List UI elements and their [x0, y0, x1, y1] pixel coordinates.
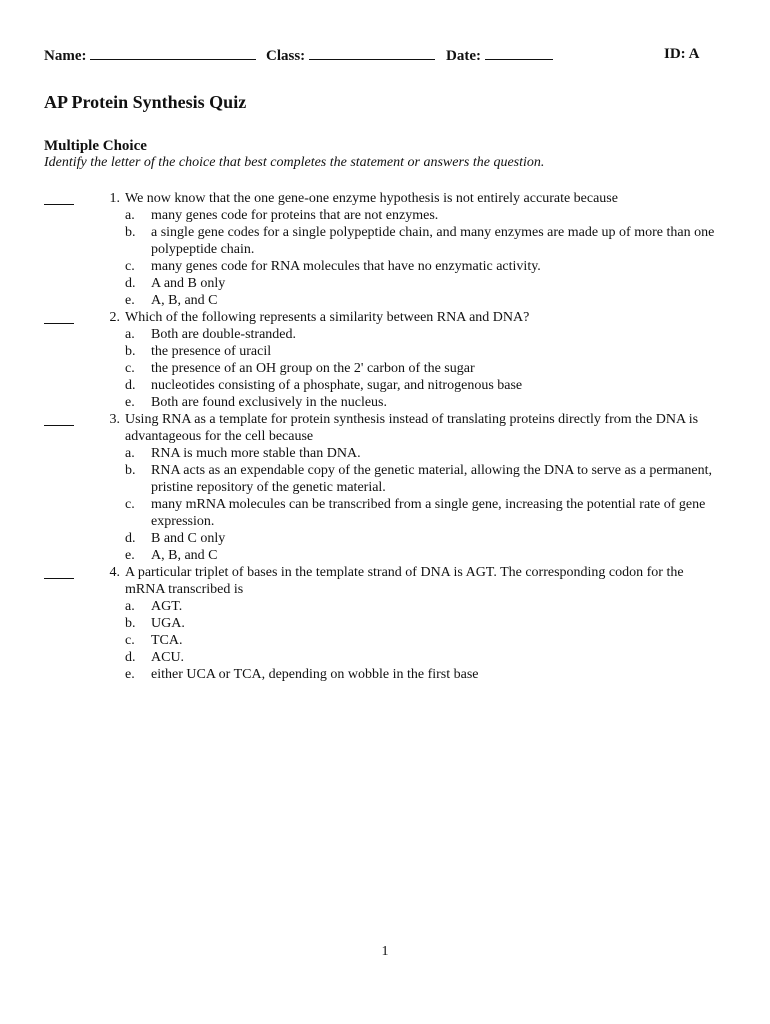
- choice-letter: b.: [125, 616, 136, 631]
- section-instructions: Identify the letter of the choice that best completes the statement or answers the question.: [44, 155, 545, 170]
- choice-text: Both are found exclusively in the nucleus.: [151, 395, 387, 410]
- answer-choice: [44, 377, 724, 394]
- choice-text: A and B only: [151, 276, 226, 291]
- question-1: [44, 190, 724, 309]
- choice-letter: b.: [125, 225, 136, 240]
- answer-choice: [44, 598, 724, 615]
- question-number: 1.: [109, 191, 120, 206]
- answer-choice: [44, 445, 724, 462]
- answer-choice: [44, 530, 724, 547]
- choice-letter: c.: [125, 633, 135, 648]
- answer-choice: [44, 649, 724, 666]
- class-label: Class:: [266, 48, 306, 64]
- answer-choice: [44, 275, 724, 292]
- choice-text: nucleotides consisting of a phosphate, sugar, and nitrogenous base: [151, 378, 523, 393]
- date-field: [446, 46, 553, 65]
- choice-letter: d.: [125, 531, 136, 546]
- quiz-title: AP Protein Synthesis Quiz: [44, 92, 247, 112]
- answer-choice: [44, 666, 724, 683]
- question-4: [44, 564, 724, 683]
- question-text: Which of the following represents a similarity between RNA and DNA?: [125, 310, 530, 325]
- name-label: Name:: [44, 48, 87, 64]
- section-title: Multiple Choice: [44, 138, 147, 154]
- answer-choice: [44, 343, 724, 360]
- choice-text: a single gene codes for a single polypeptide chain, and many enzymes are made up of more than one polypeptide chain.: [151, 225, 715, 257]
- question-text: Using RNA as a template for protein synthesis instead of translating proteins directly from the DNA is advantageous for the cell because: [125, 412, 699, 444]
- answer-choice: [44, 224, 724, 258]
- choice-text: RNA is much more stable than DNA.: [151, 446, 361, 461]
- choice-text: ACU.: [151, 650, 185, 665]
- choice-text: the presence of uracil: [151, 344, 272, 359]
- choice-text: RNA acts as an expendable copy of the genetic material, allowing the DNA to serve as a permanent, pristine repository of the genetic material.: [151, 463, 712, 495]
- question-stem: [44, 411, 724, 445]
- choice-text: many genes code for RNA molecules that have no enzymatic activity.: [151, 259, 541, 274]
- choice-text: either UCA or TCA, depending on wobble in the first base: [151, 667, 479, 682]
- choice-text: B and C only: [151, 531, 226, 546]
- question-text: A particular triplet of bases in the template strand of DNA is AGT. The corresponding codon for the mRNA transcribed is: [125, 565, 684, 597]
- choice-letter: e.: [125, 667, 135, 682]
- id-label: ID: A: [664, 46, 700, 62]
- answer-blank[interactable]: [44, 192, 74, 205]
- choice-letter: a.: [125, 446, 135, 461]
- choice-text: TCA.: [151, 633, 183, 648]
- question-list: [44, 190, 724, 683]
- date-label: Date:: [446, 48, 481, 64]
- answer-blank[interactable]: [44, 413, 74, 426]
- choice-text: the presence of an OH group on the 2' carbon of the sugar: [151, 361, 475, 376]
- question-stem: [44, 190, 724, 207]
- choice-text: AGT.: [151, 599, 183, 614]
- choice-letter: e.: [125, 395, 135, 410]
- question-stem: [44, 309, 724, 326]
- answer-choice: [44, 207, 724, 224]
- choice-letter: d.: [125, 650, 136, 665]
- choice-letter: d.: [125, 276, 136, 291]
- answer-choice: [44, 632, 724, 649]
- answer-choice: [44, 615, 724, 632]
- answer-choice: [44, 258, 724, 275]
- choice-text: A, B, and C: [151, 548, 218, 563]
- choice-letter: c.: [125, 259, 135, 274]
- choice-letter: c.: [125, 361, 135, 376]
- choice-text: UGA.: [151, 616, 185, 631]
- choice-letter: b.: [125, 463, 136, 478]
- answer-blank[interactable]: [44, 566, 74, 579]
- class-blank: [309, 46, 435, 60]
- choice-letter: a.: [125, 327, 135, 342]
- answer-blank[interactable]: [44, 311, 74, 324]
- question-number: 3.: [109, 412, 120, 427]
- choice-text: many genes code for proteins that are not enzymes.: [151, 208, 439, 223]
- answer-choice: [44, 547, 724, 564]
- page-number: 1: [381, 944, 389, 959]
- choice-text: Both are double-stranded.: [151, 327, 297, 342]
- student-info-header: [44, 46, 704, 66]
- choice-letter: d.: [125, 378, 136, 393]
- answer-choice: [44, 462, 724, 496]
- question-number: 4.: [109, 565, 120, 580]
- answer-choice: [44, 496, 724, 530]
- question-3: [44, 411, 724, 564]
- answer-choice: [44, 394, 724, 411]
- choice-text: many mRNA molecules can be transcribed from a single gene, increasing the potential rate of gene expression.: [151, 497, 706, 529]
- choice-letter: c.: [125, 497, 135, 512]
- date-blank: [485, 46, 553, 60]
- choice-text: A, B, and C: [151, 293, 218, 308]
- name-blank: [90, 46, 256, 60]
- question-2: [44, 309, 724, 411]
- choice-letter: e.: [125, 548, 135, 563]
- choice-letter: e.: [125, 293, 135, 308]
- choice-letter: a.: [125, 208, 135, 223]
- question-number: 2.: [109, 310, 120, 325]
- question-stem: [44, 564, 724, 598]
- choice-letter: b.: [125, 344, 136, 359]
- answer-choice: [44, 326, 724, 343]
- class-field: [266, 46, 435, 65]
- choice-letter: a.: [125, 599, 135, 614]
- name-field: [44, 46, 256, 65]
- question-text: We now know that the one gene-one enzyme hypothesis is not entirely accurate because: [125, 191, 618, 206]
- answer-choice: [44, 360, 724, 377]
- answer-choice: [44, 292, 724, 309]
